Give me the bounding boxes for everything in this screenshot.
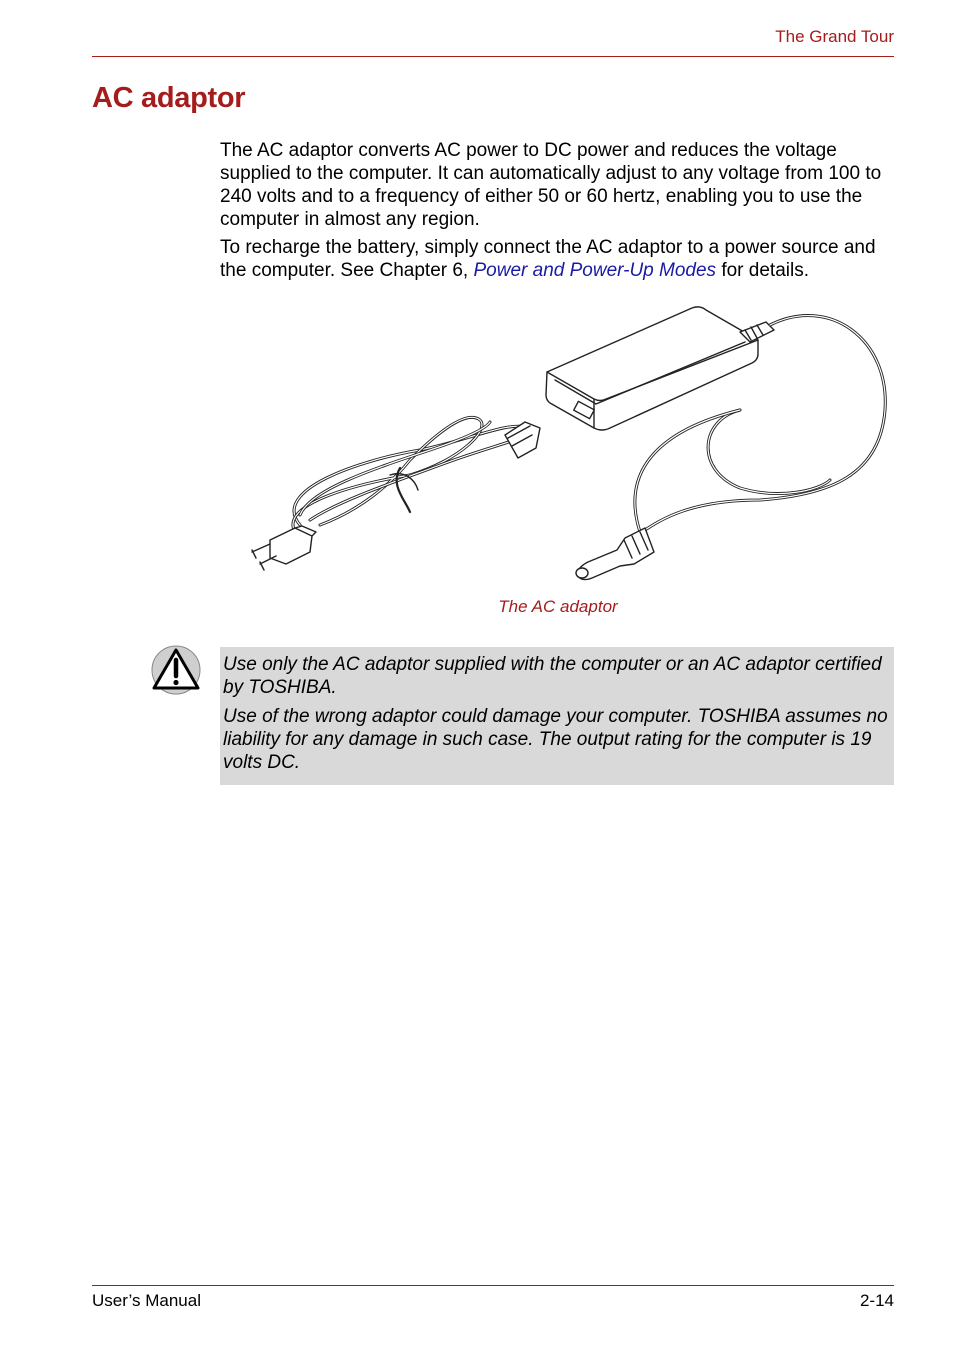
recharge-text-end: for details.: [716, 260, 809, 281]
page-number: 2-14: [859, 1291, 894, 1310]
warning-text-2: Use of the wrong adaptor could damage your computer. TOSHIBA assumes no liability for any damage in such case. The output rating for the computer is 19 volts DC.: [223, 706, 888, 773]
figure-caption: The AC adaptor: [498, 597, 618, 616]
warning-text-1: Use only the AC adaptor supplied with the computer or an AC adaptor certified by TOSHIBA.: [223, 654, 882, 698]
chapter-link[interactable]: Power and Power-Up Modes: [473, 260, 717, 281]
running-header: The Grand Tour: [775, 27, 894, 46]
footer-manual-title: User’s Manual: [92, 1291, 201, 1310]
ac-adaptor-illustration: [240, 300, 900, 590]
intro-paragraph: The AC adaptor converts AC power to DC power and reduces the voltage supplied to the computer. It can automatically adjust to any voltage from 100 to 240 volts and to a frequency of either 50 or 60 hertz, enabling you to use the computer in almost any region.: [220, 140, 882, 230]
header-rule: [92, 56, 894, 57]
warning-triangle-icon: [150, 644, 202, 696]
page-title: AC adaptor: [92, 82, 246, 114]
footer-rule: [92, 1285, 894, 1286]
recharge-text-start: To recharge the battery, simply connect the AC adaptor to a power source and the computer. See Chapter 6,: [220, 237, 876, 281]
recharge-paragraph: [220, 236, 900, 282]
